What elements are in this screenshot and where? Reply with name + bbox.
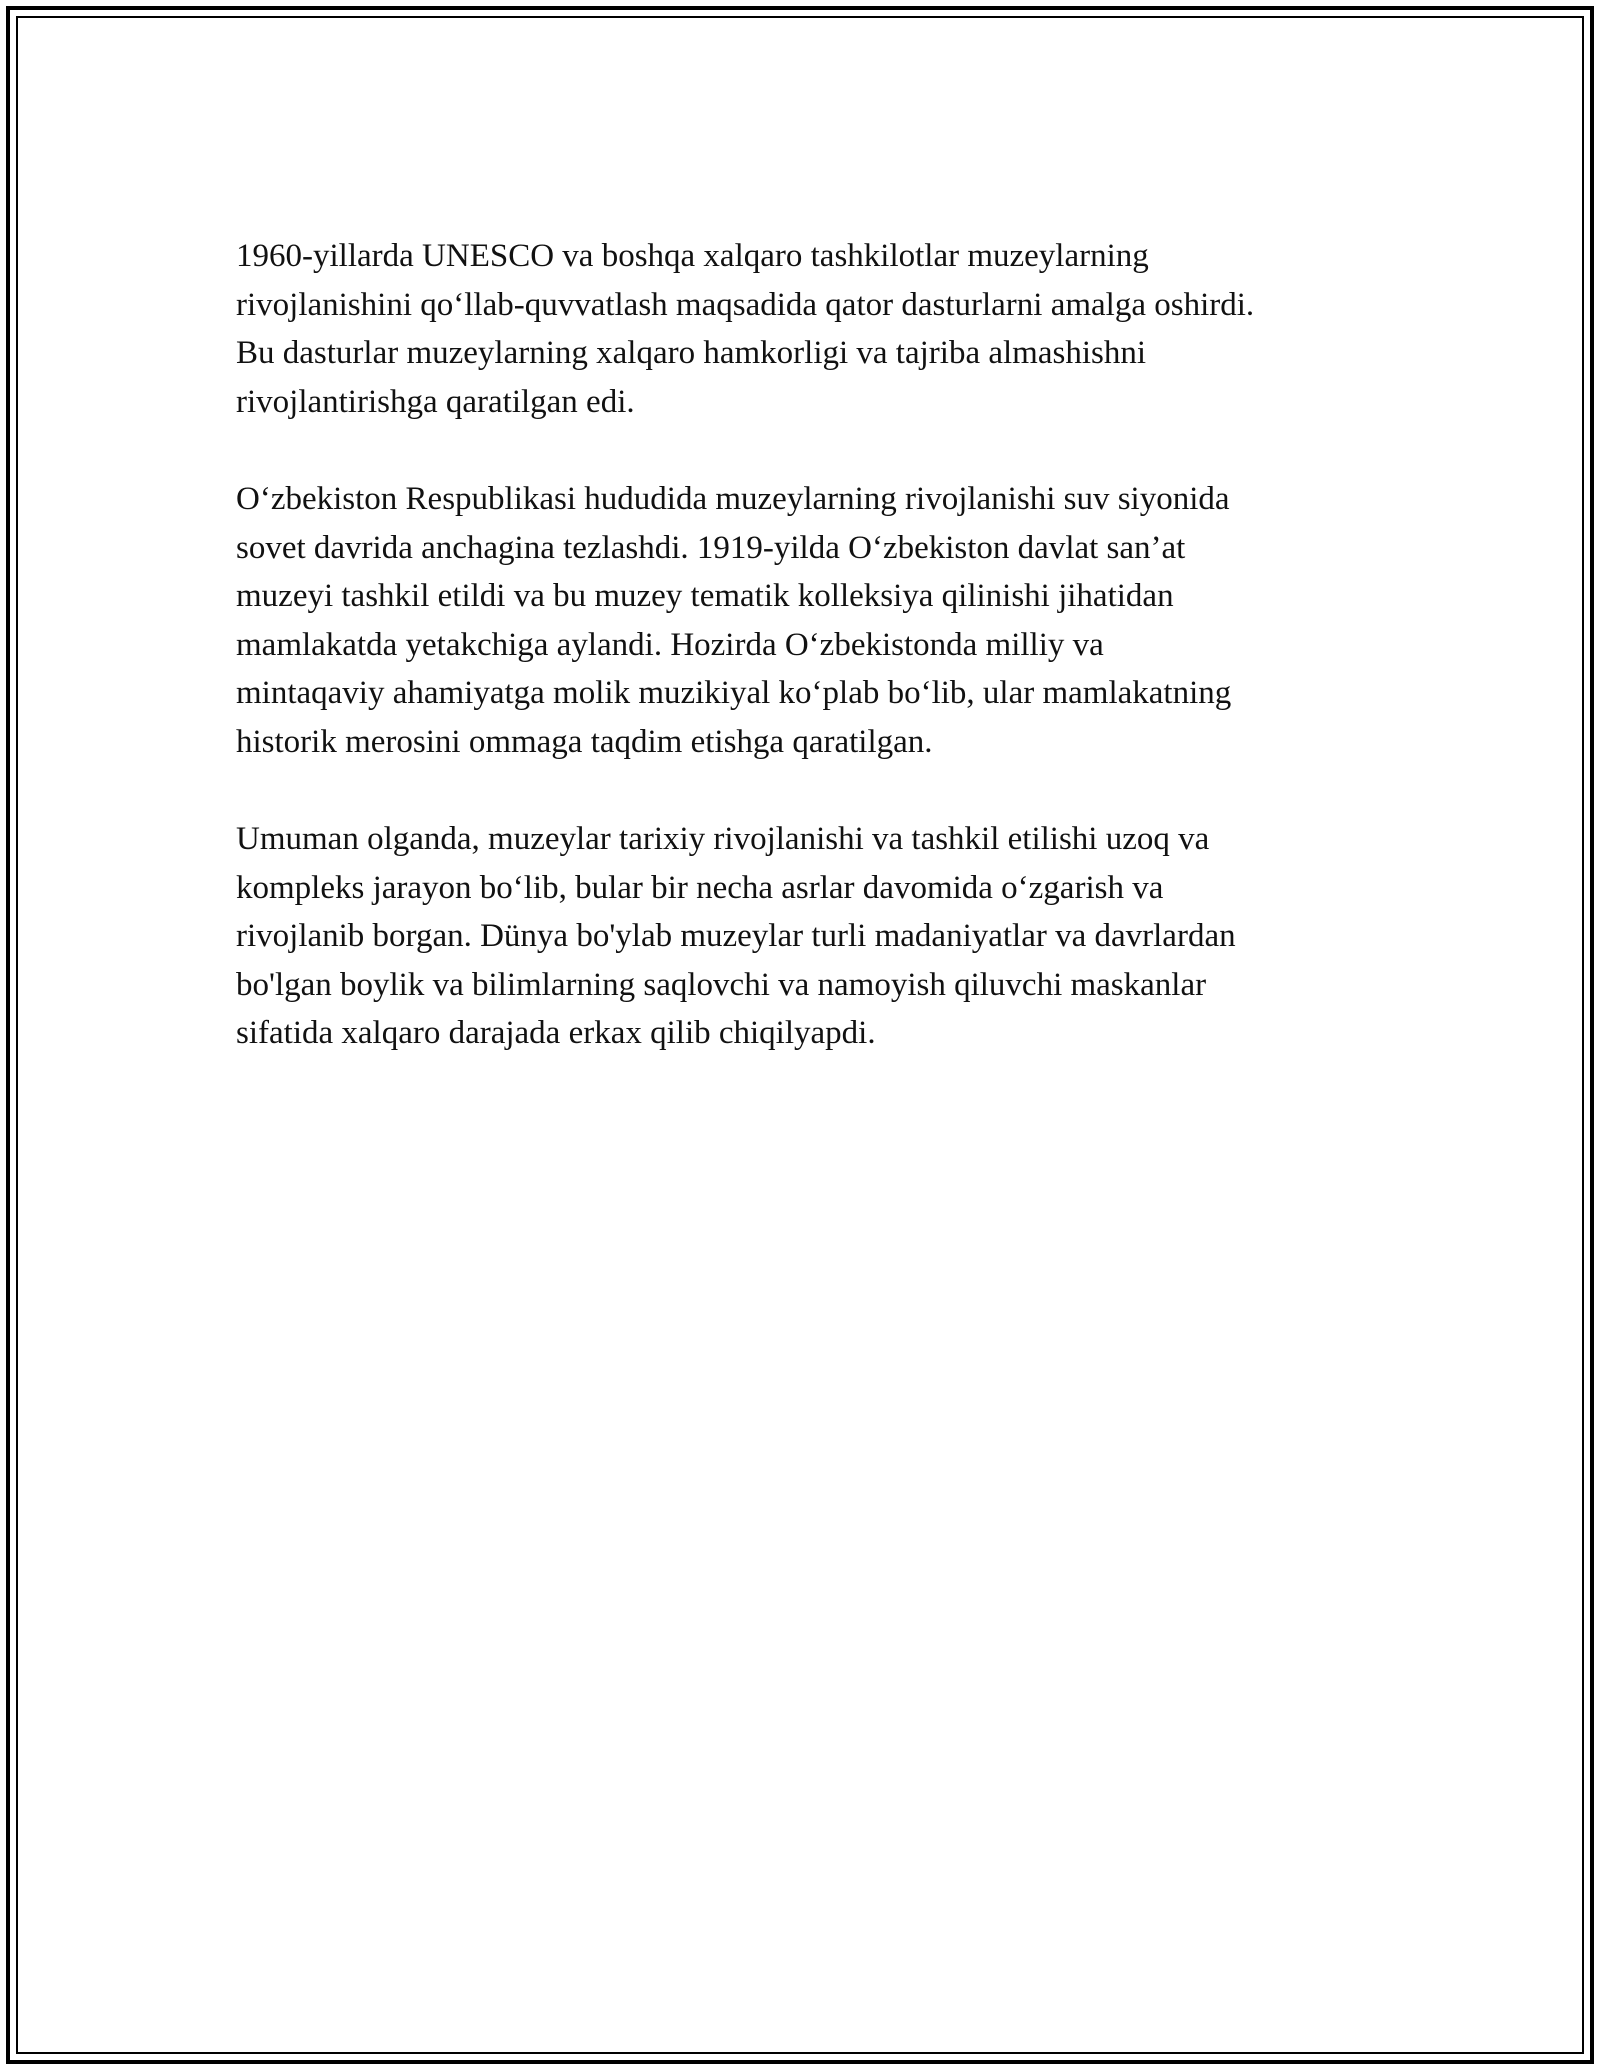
paragraph-2: O‘zbekiston Respublikasi hududida muzeylarning rivojlanishi suv siyonida sovet davrida anchagina tezlashdi. 1919-yilda O‘zbekiston davlat san’at muzeyi tashkil etildi va bu muzey tematik kolleksiya qilinishi jihatidan mamlakatda yetakchiga aylandi. Hozirda O‘zbekistonda milliy va mintaqaviy ahamiyatga molik muzikiyal ko‘plab bo‘lib, ular mamlakatning historik merosini ommaga taqdim etishga qaratilgan. bbox=[236, 481, 1232, 760]
paragraph-1: 1960-yillarda UNESCO va boshqa xalqaro tashkilotlar muzeylarning rivojlanishini qo‘llab-quvvatlash maqsadida qator dasturlarni amalga oshirdi. Bu dasturlar muzeylarning xalqaro hamkorligi va tajriba almashishni rivojlantirishga qaratilgan edi. bbox=[236, 238, 1255, 420]
document-body bbox=[236, 232, 1386, 1107]
paragraph-3: Umuman olganda, muzeylar tarixiy rivojlanishi va tashkil etilishi uzoq va kompleks jarayon bo‘lib, bular bir necha asrlar davomida o‘zgarish va rivojlanib borgan. Dünya bo'ylab muzeylar turli madaniyatlar va davrlardan bo'lgan boylik va bilimlarning saqlovchi va namoyish qiluvchi maskanlar sifatida xalqaro darajada erkax qilib chiqilyapdi. bbox=[236, 821, 1236, 1051]
